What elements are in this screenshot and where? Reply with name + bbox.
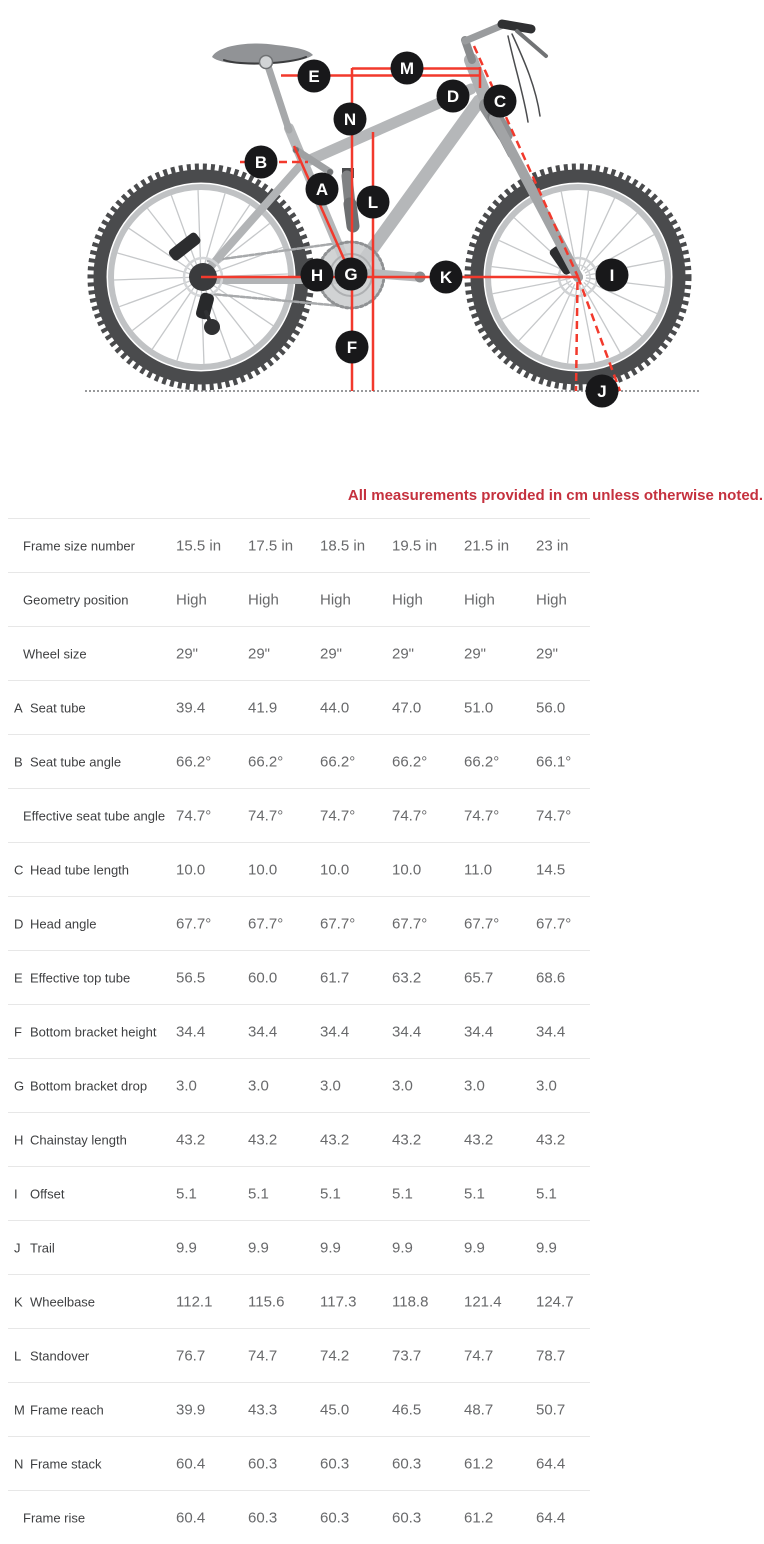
row-value: 3.0 (248, 1077, 269, 1094)
table-row (8, 788, 590, 842)
table-row (8, 734, 590, 788)
row-value: 44.0 (320, 699, 350, 716)
row-value: High (320, 591, 351, 608)
row-value: 56.5 (176, 969, 206, 986)
row-label: Frame stack (30, 1456, 102, 1471)
row-value: 41.9 (248, 699, 278, 716)
row-value: 46.5 (392, 1401, 422, 1418)
row-letter: E (14, 970, 23, 985)
row-label: Head angle (30, 916, 97, 931)
row-label: Effective seat tube angle (23, 808, 166, 823)
row-value: 5.1 (176, 1185, 197, 1202)
table-row (8, 1112, 590, 1166)
row-value: 124.7 (536, 1293, 574, 1310)
row-label: Chainstay length (30, 1132, 127, 1147)
diagram-label-i (596, 259, 629, 292)
table-row (8, 1382, 590, 1436)
svg-text:E: E (308, 67, 320, 86)
row-letter: L (14, 1348, 22, 1363)
svg-text:M: M (399, 59, 415, 78)
row-letter: D (14, 916, 24, 931)
row-letter: J (14, 1240, 21, 1255)
row-value: 5.1 (536, 1185, 557, 1202)
svg-text:N: N (343, 110, 357, 129)
row-value: 66.2° (392, 753, 428, 770)
row-value: 5.1 (320, 1185, 341, 1202)
row-value: 60.4 (176, 1455, 206, 1472)
row-value: 5.1 (392, 1185, 413, 1202)
row-value: 34.4 (536, 1023, 566, 1040)
row-value: 67.7° (464, 915, 500, 932)
geometry-table (8, 518, 590, 1544)
row-letter: M (14, 1402, 25, 1417)
row-value: 121.4 (464, 1293, 502, 1310)
row-value: 43.2 (536, 1131, 566, 1148)
row-label: Seat tube (30, 700, 86, 715)
svg-text:A: A (315, 180, 329, 199)
row-value: 17.5 in (248, 537, 294, 554)
row-value: 67.7° (536, 915, 572, 932)
row-value: 66.2° (464, 753, 500, 770)
row-value: 56.0 (536, 699, 566, 716)
row-value: 63.2 (392, 969, 422, 986)
row-value: 29" (464, 645, 487, 662)
row-value: 60.0 (248, 969, 278, 986)
row-value: 10.0 (248, 861, 278, 878)
diagram-label-m (391, 52, 424, 85)
seat-clamp (260, 56, 273, 69)
row-value: 118.8 (392, 1293, 429, 1310)
row-value: 3.0 (320, 1077, 341, 1094)
row-value: 74.7° (320, 807, 356, 824)
row-value: 34.4 (320, 1023, 350, 1040)
row-value: 64.4 (536, 1455, 566, 1472)
row-label: Wheel size (23, 646, 87, 661)
row-value: 9.9 (464, 1239, 485, 1256)
brake-lever (517, 31, 546, 56)
row-value: 73.7 (392, 1347, 422, 1364)
row-value: 34.4 (248, 1023, 278, 1040)
row-value: 14.5 (536, 861, 566, 878)
row-value: 67.7° (176, 915, 212, 932)
row-value: 9.9 (536, 1239, 557, 1256)
row-value: 9.9 (392, 1239, 413, 1256)
row-value: 9.9 (248, 1239, 269, 1256)
table-row (8, 950, 590, 1004)
row-value: 3.0 (176, 1077, 197, 1094)
row-label: Seat tube angle (30, 754, 122, 769)
row-value: 60.3 (320, 1455, 350, 1472)
row-value: 115.6 (248, 1293, 285, 1310)
row-value: 5.1 (464, 1185, 485, 1202)
row-value: 117.3 (320, 1293, 357, 1310)
row-value: 18.5 in (320, 537, 366, 554)
svg-text:C: C (493, 92, 507, 111)
table-row (8, 842, 590, 896)
row-value: 3.0 (536, 1077, 557, 1094)
row-value: 50.7 (536, 1401, 566, 1418)
svg-text:D: D (446, 87, 460, 106)
table-row (8, 1166, 590, 1220)
diagram-label-j (586, 375, 619, 408)
svg-text:G: G (344, 265, 358, 284)
row-value: 74.7° (536, 807, 572, 824)
row-letter: N (14, 1456, 24, 1471)
table-row (8, 1490, 590, 1544)
row-value: 29" (536, 645, 559, 662)
diagram-label-l (357, 186, 390, 219)
table-row (8, 518, 590, 572)
row-value: 10.0 (320, 861, 350, 878)
row-value: High (392, 591, 423, 608)
svg-text:L: L (367, 193, 379, 212)
row-value: 74.7 (248, 1347, 278, 1364)
row-value: 29" (176, 645, 199, 662)
row-value: 68.6 (536, 969, 566, 986)
table-row (8, 572, 590, 626)
diagram-label-n (334, 103, 367, 136)
row-value: 74.2 (320, 1347, 350, 1364)
row-value: 60.3 (248, 1509, 278, 1526)
bike-geometry-diagram (0, 0, 764, 470)
table-row (8, 680, 590, 734)
row-value: 19.5 in (392, 537, 438, 554)
row-value: 51.0 (464, 699, 494, 716)
diagram-label-k (430, 261, 463, 294)
row-value: High (248, 591, 279, 608)
row-value: High (176, 591, 207, 608)
row-value: 66.2° (320, 753, 356, 770)
row-value: 3.0 (464, 1077, 485, 1094)
table-row (8, 1220, 590, 1274)
row-value: 34.4 (176, 1023, 206, 1040)
table-row (8, 626, 590, 680)
trail-vertical-dashed (576, 282, 578, 391)
row-value: 43.2 (320, 1131, 350, 1148)
row-value: 29" (320, 645, 343, 662)
row-value: 66.2° (176, 753, 212, 770)
row-value: 34.4 (464, 1023, 494, 1040)
row-value: 60.3 (248, 1455, 278, 1472)
row-label: Geometry position (23, 592, 129, 607)
row-value: 29" (248, 645, 271, 662)
row-label: Wheelbase (30, 1294, 96, 1309)
row-value: 34.4 (392, 1023, 422, 1040)
row-letter: A (14, 700, 23, 715)
grip (502, 24, 531, 29)
row-value: 9.9 (176, 1239, 197, 1256)
row-value: 76.7 (176, 1347, 206, 1364)
row-value: 78.7 (536, 1347, 566, 1364)
row-value: 21.5 in (464, 537, 510, 554)
row-value: 61.7 (320, 969, 350, 986)
row-value: 3.0 (392, 1077, 413, 1094)
row-value: 10.0 (392, 861, 422, 878)
row-value: 67.7° (392, 915, 428, 932)
seatpost (267, 63, 289, 130)
row-value: 48.7 (464, 1401, 494, 1418)
row-value: 43.2 (248, 1131, 278, 1148)
row-value: 10.0 (176, 861, 206, 878)
row-value: 66.2° (248, 753, 284, 770)
diagram-label-a (306, 173, 339, 206)
row-label: Bottom bracket drop (30, 1078, 148, 1093)
row-letter: H (14, 1132, 24, 1147)
row-value: 61.2 (464, 1509, 494, 1526)
diagram-label-g (335, 258, 368, 291)
row-value: 43.3 (248, 1401, 278, 1418)
table-row (8, 1274, 590, 1328)
row-label: Offset (30, 1186, 65, 1201)
svg-text:J: J (597, 382, 607, 401)
row-value: 23 in (536, 537, 569, 554)
row-letter: C (14, 862, 24, 877)
row-value: 65.7 (464, 969, 494, 986)
row-value: 64.4 (536, 1509, 566, 1526)
diagram-label-d (437, 80, 470, 113)
row-value: 9.9 (320, 1239, 341, 1256)
diagram-label-c (484, 85, 517, 118)
row-value: 43.2 (176, 1131, 206, 1148)
row-value: 43.2 (392, 1131, 422, 1148)
table-row (8, 1004, 590, 1058)
row-value: 60.3 (320, 1509, 350, 1526)
row-value: High (464, 591, 495, 608)
row-value: 60.3 (392, 1509, 422, 1526)
row-label: Frame size number (23, 538, 135, 553)
row-label: Trail (30, 1240, 55, 1255)
row-value: 67.7° (320, 915, 356, 932)
row-value: 60.3 (392, 1455, 422, 1472)
row-value: 39.4 (176, 699, 206, 716)
row-label: Frame reach (30, 1402, 104, 1417)
table-row (8, 1058, 590, 1112)
handlebar (465, 25, 503, 41)
table-row (8, 1436, 590, 1490)
svg-text:F: F (346, 338, 358, 357)
row-label: Bottom bracket height (30, 1024, 157, 1039)
measurement-note: All measurements provided in cm unless otherwise noted. (347, 487, 763, 504)
row-value: 74.7° (248, 807, 284, 824)
svg-text:I: I (609, 266, 615, 285)
row-label: Standover (30, 1348, 90, 1363)
row-value: 74.7° (464, 807, 500, 824)
row-label: Effective top tube (30, 970, 131, 985)
row-value: 66.1° (536, 753, 572, 770)
row-value: 67.7° (248, 915, 284, 932)
row-value: 112.1 (176, 1293, 213, 1310)
diagram-label-b (245, 146, 278, 179)
svg-text:B: B (254, 153, 268, 172)
row-label: Head tube length (30, 862, 130, 877)
row-value: 74.7° (392, 807, 428, 824)
row-value: 11.0 (464, 861, 493, 878)
row-letter: I (14, 1186, 18, 1201)
row-letter: F (14, 1024, 22, 1039)
table-row (8, 896, 590, 950)
table-row (8, 1328, 590, 1382)
row-value: 61.2 (464, 1455, 494, 1472)
svg-text:K: K (439, 268, 453, 287)
row-value: 45.0 (320, 1401, 350, 1418)
row-label: Frame rise (23, 1510, 86, 1525)
diagram-label-f (336, 331, 369, 364)
row-value: 43.2 (464, 1131, 494, 1148)
row-value: High (536, 591, 567, 608)
diagram-label-e (298, 60, 331, 93)
row-value: 5.1 (248, 1185, 269, 1202)
diagram-label-h (301, 259, 334, 292)
row-value: 15.5 in (176, 537, 222, 554)
row-value: 74.7 (464, 1347, 494, 1364)
row-value: 74.7° (176, 807, 212, 824)
rear-brake-caliper (167, 231, 202, 262)
svg-text:H: H (310, 266, 324, 285)
row-value: 60.4 (176, 1509, 206, 1526)
row-letter: K (14, 1294, 23, 1309)
row-value: 29" (392, 645, 415, 662)
row-value: 39.9 (176, 1401, 206, 1418)
row-letter: B (14, 754, 23, 769)
row-letter: G (14, 1078, 25, 1093)
row-value: 47.0 (392, 699, 422, 716)
